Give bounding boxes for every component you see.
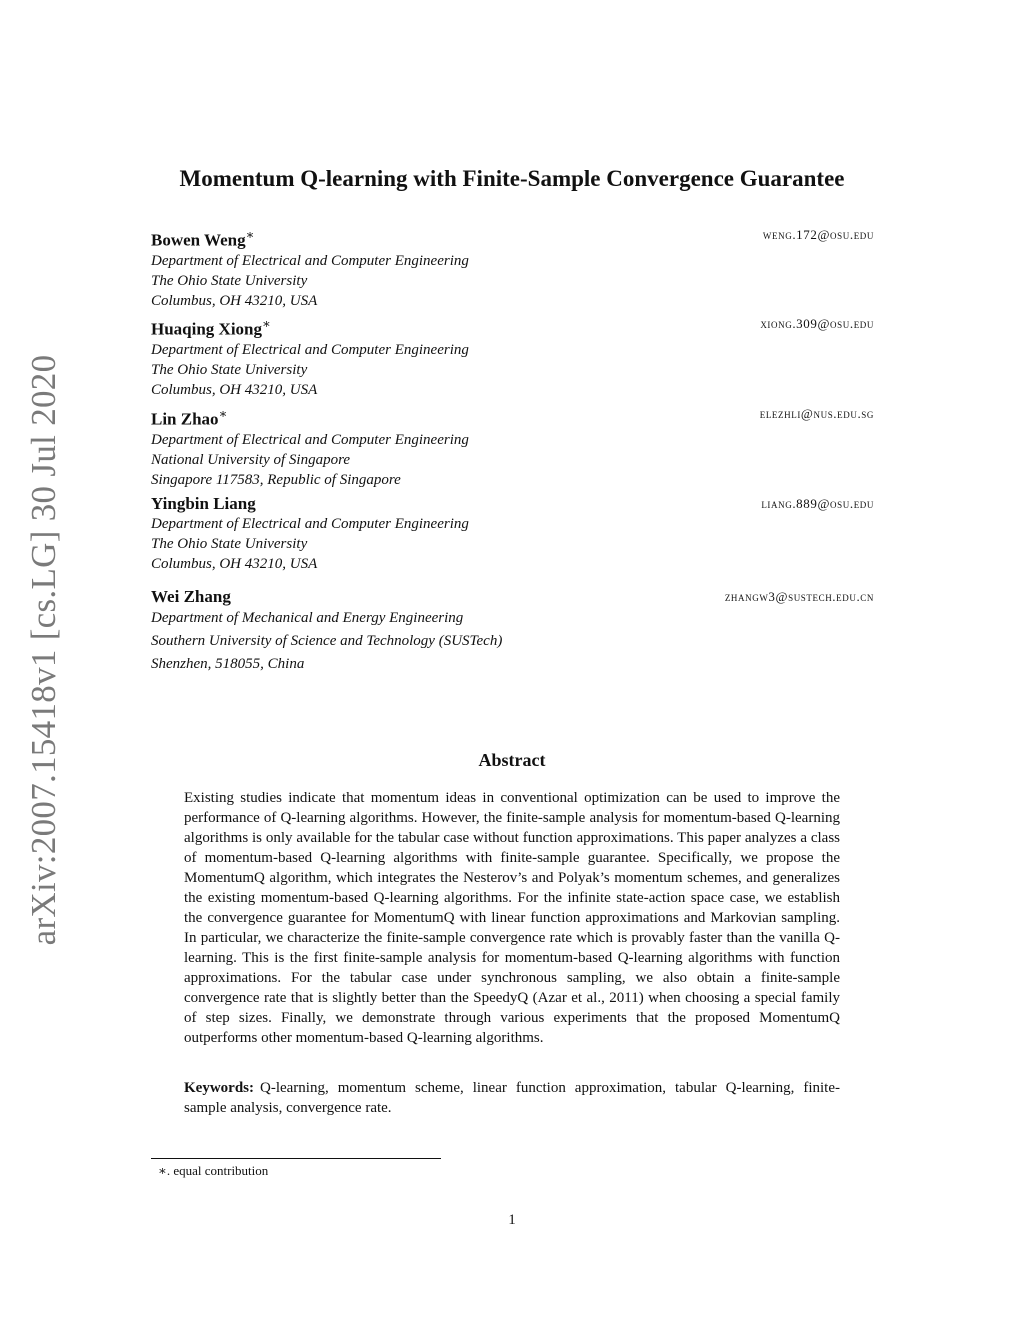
author-institution: The Ohio State University	[151, 272, 308, 289]
author-address: Singapore 117583, Republic of Singapore	[151, 471, 401, 488]
author-name: Wei Zhang	[151, 587, 231, 606]
keywords	[184, 1078, 840, 1118]
author-email[interactable]: zhangw3@sustech.edu.cn	[724, 589, 874, 604]
equal-contribution-mark: ∗	[245, 227, 255, 242]
arxiv-identifier: arXiv:2007.15418v1 [cs.LG] 30 Jul 2020	[24, 354, 63, 946]
author-address: Columbus, OH 43210, USA	[151, 292, 318, 309]
author-name: Bowen Weng∗	[151, 227, 255, 250]
author-name: Huaqing Xiong∗	[151, 316, 271, 339]
author-institution: The Ohio State University	[151, 361, 308, 378]
footnote-divider	[151, 1158, 441, 1159]
author-address: Shenzhen, 518055, China	[151, 656, 305, 672]
author-block	[151, 404, 874, 490]
author-department: Department of Electrical and Computer Engineering	[151, 341, 469, 358]
author-block	[151, 494, 874, 574]
page-number: 1	[508, 1212, 516, 1228]
author-department: Department of Electrical and Computer Engineering	[151, 252, 469, 269]
author-department: Department of Electrical and Computer Engineering	[151, 516, 469, 532]
author-block	[151, 587, 874, 676]
author-email[interactable]: elezhli@nus.edu.sg	[759, 406, 874, 421]
author-address: Columbus, OH 43210, USA	[151, 381, 318, 398]
author-name: Lin Zhao∗	[151, 406, 228, 429]
author-department: Department of Electrical and Computer Engineering	[151, 431, 469, 448]
author-name: Yingbin Liang	[151, 494, 256, 513]
author-institution: National University of Singapore	[151, 451, 351, 468]
author-address: Columbus, OH 43210, USA	[151, 556, 318, 572]
equal-contribution-mark: ∗	[218, 406, 228, 421]
abstract-text: Existing studies indicate that momentum ideas in conventional optimization can be used to improve the performance of Q-learning algorithms. However, the finite-sample analysis for momentum-based Q-learning algorithms is only available for the tabular case without function approximations. This paper analyzes a class of momentum-based Q-learning algorithms with finite-sample guarantee. Specifically, we propose the MomentumQ algorithm, which integrates the Nesterov’s and Polyak’s momentum schemes, and generalizes the existing momentum-based Q-learning algorithms. For the infinite state-action space case, we establish the convergence guarantee for MomentumQ with linear function approximations and Markovian sampling. In particular, we characterize the finite-sample convergence rate which is provably faster than the vanilla Q-learning. This is the first finite-sample analysis for momentum-based Q-learning algorithms with function approximations. For the tabular case under synchronous sampling, we also obtain a finite-sample convergence rate that is slightly better than the SpeedyQ (Azar et al., 2011) when choosing a special family of step sizes. Finally, we demonstrate through various experiments that the proposed MomentumQ outperforms other momentum-based Q-learning algorithms.	[184, 790, 840, 1046]
author-email[interactable]: xiong.309@osu.edu	[760, 316, 874, 331]
equal-contribution-mark: ∗	[262, 316, 271, 331]
author-department: Department of Mechanical and Energy Engineering	[151, 610, 464, 626]
author-email[interactable]: liang.889@osu.edu	[761, 496, 874, 511]
footnote: ∗. equal contribution	[158, 1163, 269, 1178]
author-institution: The Ohio State University	[151, 536, 308, 552]
paper-title: Momentum Q-learning with Finite-Sample Convergence Guarantee	[179, 166, 845, 191]
author-institution: Southern University of Science and Technology (SUSTech)	[151, 633, 503, 649]
author-email[interactable]: weng.172@osu.edu	[762, 227, 874, 242]
author-block	[151, 314, 874, 400]
keywords-label: Keywords:	[184, 1080, 254, 1096]
author-block	[151, 225, 874, 311]
keywords-text: Q-learning, momentum scheme, linear function approximation, tabular Q-learning, finite-sample analysis, convergence rate.	[184, 1080, 840, 1116]
abstract-heading: Abstract	[478, 750, 546, 770]
